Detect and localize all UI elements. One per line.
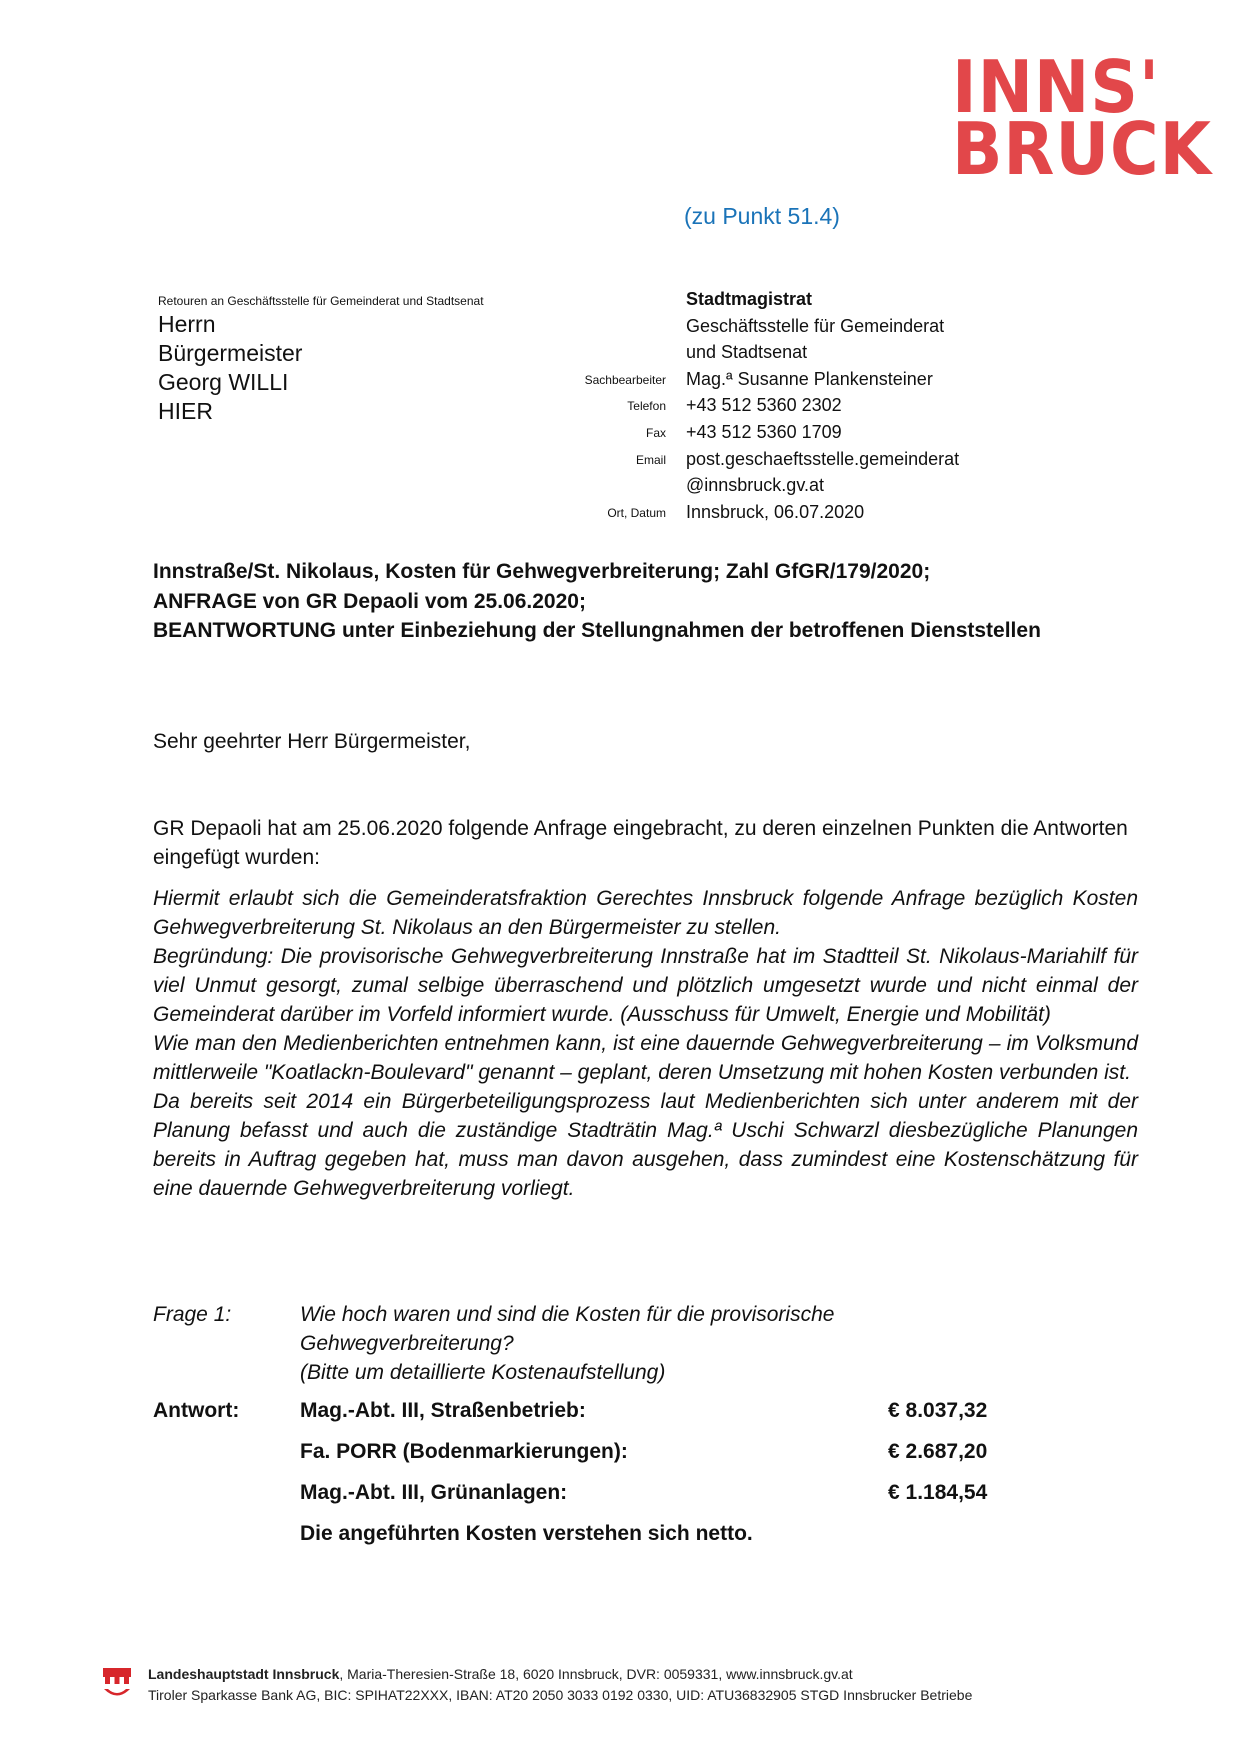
qa-section <box>153 1300 1053 1546</box>
quote-paragraph: Da bereits seit 2014 ein Bürgerbeteiligungsprozess laut Medienberichten sich unter anderem mit der Planung befasst und auch die zuständige Stadträtin Mag.ª Uschi Schwarzl diesbezügliche Planungen bereits in Auftrag gegeben hat, muss man davon ausgehen, dass zumindest eine Kostenschätzung für eine dauernde Gehwegverbreiterung vorliegt. <box>153 1090 1138 1200</box>
sender-dept: Geschäftsstelle für Gemeinderat <box>686 315 945 336</box>
footer-address: , Maria-Theresien-Straße 18, 6020 Innsbruck, DVR: 0059331, www.innsbruck.gv.at <box>339 1666 853 1682</box>
logo-line-1: INNS' <box>952 45 1161 129</box>
cost-note: Die angeführten Kosten verstehen sich netto. <box>300 1522 753 1545</box>
question-text: (Bitte um detaillierte Kostenaufstellung) <box>300 1361 666 1384</box>
officer-label: Sachbearbeiter <box>584 372 666 387</box>
return-address: Retouren an Geschäftsstelle für Gemeinderat und Stadtsenat <box>158 294 484 308</box>
date-label: Ort, Datum <box>607 505 666 520</box>
subject-line: ANFRAGE von GR Depaoli vom 25.06.2020; <box>153 589 586 613</box>
phone-value: +43 512 5360 2302 <box>686 395 842 416</box>
quote-paragraph: Begründung: Die provisorische Gehwegverbreiterung Innstraße hat im Stadtteil St. Nikolaus-Mariahilf für viel Unmut gesorgt, zumal selbige überraschend und plötzlich umgesetzt wurde und nicht einmal der Gemeinderat darüber im Vorfeld informiert wurde. (Ausschuss für Umwelt, Energie und Mobilität) <box>153 945 1138 1026</box>
city-crest-icon <box>102 1666 132 1702</box>
recipient-line: Bürgermeister <box>158 340 303 366</box>
recipient-line: HIER <box>158 398 213 424</box>
logo-line-2: BRUCK <box>952 107 1212 191</box>
sender-dept: und Stadtsenat <box>686 342 808 363</box>
inquiry-quote <box>153 884 1138 1203</box>
innsbruck-logo <box>952 45 1212 191</box>
email-value-cont: @innsbruck.gv.at <box>686 475 824 496</box>
cost-item: Fa. PORR (Bodenmarkierungen): <box>300 1440 628 1463</box>
recipient-line: Georg WILLI <box>158 369 289 395</box>
sender-block <box>520 286 1020 525</box>
question-label: Frage 1: <box>153 1303 232 1326</box>
quote-paragraph: Hiermit erlaubt sich die Gemeinderatsfraktion Gerechtes Innsbruck folgende Anfrage bezüglich Kosten Gehwegverbreiterung St. Nikolaus an den Bürgermeister zu stellen. <box>153 887 1138 939</box>
cost-item: Mag.-Abt. III, Grünanlagen: <box>300 1481 568 1504</box>
date-value: Innsbruck, 06.07.2020 <box>686 501 865 522</box>
phone-label: Telefon <box>627 399 666 414</box>
question-text: Wie hoch waren und sind die Kosten für die provisorische Gehwegverbreiterung? <box>300 1303 835 1355</box>
cost-amount: € 2.687,20 <box>888 1440 988 1463</box>
quote-paragraph: Wie man den Medienberichten entnehmen kann, ist eine dauernde Gehwegverbreiterung – im Volksmund mittlerweile "Koatlackn-Boulevard" genannt – geplant, deren Umsetzung mit hohen Kosten verbunden ist. <box>153 1032 1138 1084</box>
cost-amount: € 1.184,54 <box>888 1481 988 1504</box>
cost-row <box>300 1440 1053 1481</box>
greeting: Sehr geehrter Herr Bürgermeister, <box>153 730 471 753</box>
recipient-block <box>158 310 302 426</box>
subject-line: BEANTWORTUNG unter Einbeziehung der Stellungnahmen der betroffenen Dienststellen <box>153 619 1041 642</box>
subject-block <box>153 557 1153 646</box>
cost-amount: € 8.037,32 <box>888 1399 988 1422</box>
topic-reference: (zu Punkt 51.4) <box>684 203 840 229</box>
answer-row <box>153 1399 1053 1546</box>
footer-line-1 <box>148 1664 972 1685</box>
recipient-line: Herrn <box>158 311 216 337</box>
email-label: Email <box>635 452 666 467</box>
officer-name: Mag.ª Susanne Plankensteiner <box>686 368 933 389</box>
fax-label: Fax <box>645 425 666 440</box>
cost-row <box>300 1481 1053 1522</box>
fax-value: +43 512 5360 1709 <box>686 421 842 442</box>
footer-org: Landeshauptstadt Innsbruck <box>148 1666 340 1682</box>
answer-label: Antwort: <box>153 1399 240 1422</box>
sender-org: Stadtmagistrat <box>686 289 813 309</box>
footer-line-2: Tiroler Sparkasse Bank AG, BIC: SPIHAT22XXX, IBAN: AT20 2050 3033 0192 0330, UID: ATU36832905 STGD Innsbrucker Betriebe <box>148 1687 973 1703</box>
intro-paragraph: GR Depaoli hat am 25.06.2020 folgende Anfrage eingebracht, zu deren einzelnen Punkten die Antworten eingefügt wurden: <box>153 817 1128 869</box>
cost-row <box>300 1399 1053 1440</box>
question-row <box>153 1300 1053 1387</box>
subject-line: Innstraße/St. Nikolaus, Kosten für Gehwegverbreiterung; Zahl GfGR/179/2020; <box>153 560 931 583</box>
cost-item: Mag.-Abt. III, Straßenbetrieb: <box>300 1399 586 1422</box>
email-value: post.geschaeftsstelle.gemeinderat <box>686 448 960 469</box>
